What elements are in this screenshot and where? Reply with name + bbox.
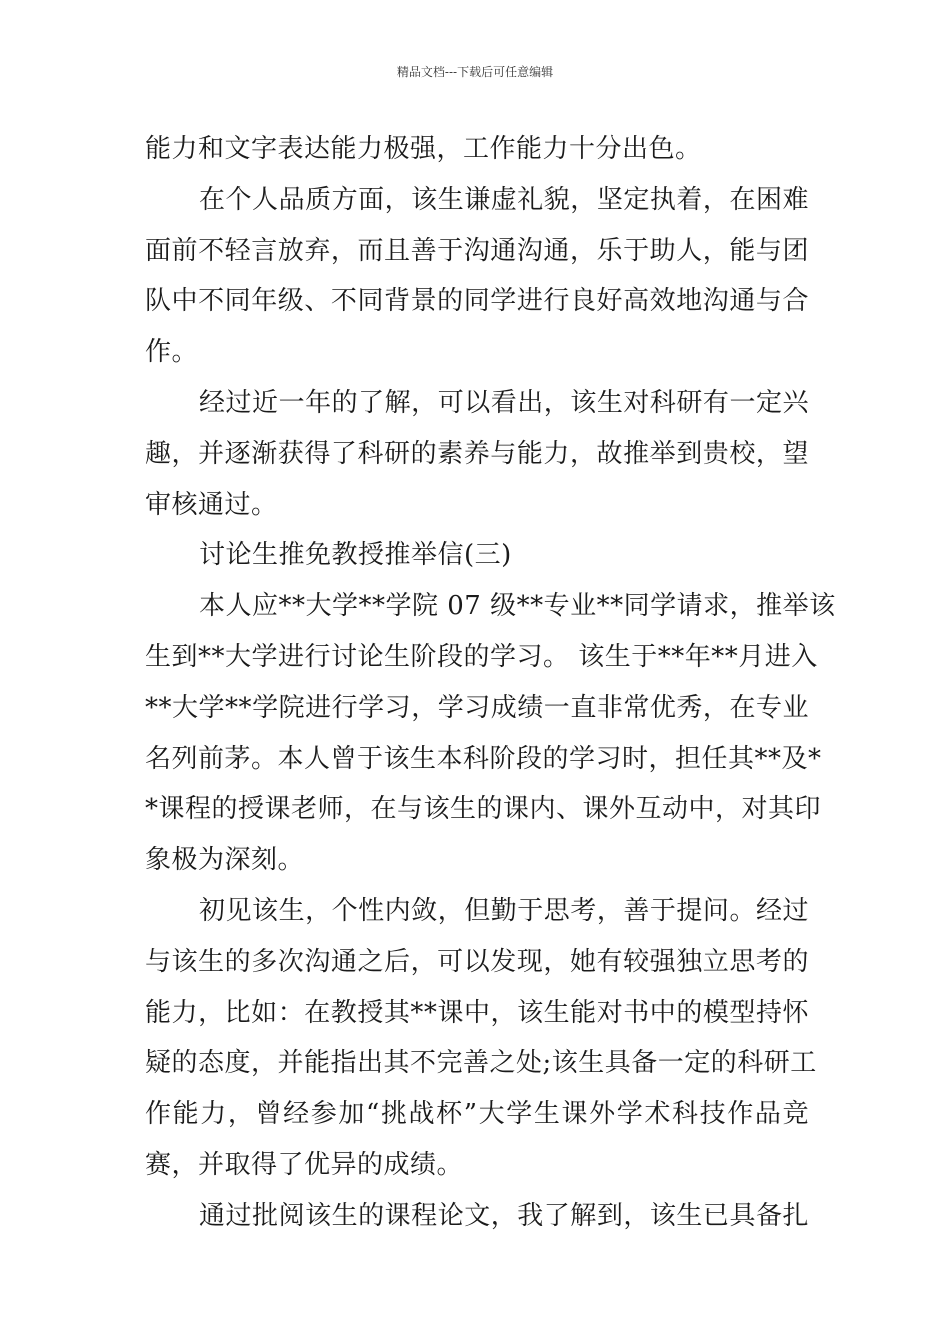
text-line: 象极为深刻。	[145, 845, 305, 876]
text-line: 赛，并取得了优异的成绩。	[145, 1149, 464, 1180]
text-line: *课程的授课老师，在与该生的课内、课外互动中，对其印	[145, 794, 822, 825]
text-line: 能力，比如：在教授其**课中，该生能对书中的模型持怀	[145, 997, 809, 1028]
text-line: 在个人品质方面，该生谦虚礼貌，坚定执着，在困难	[199, 184, 809, 215]
text-line: 生到**大学进行讨论生阶段的学习。 该生于**年**月进入	[145, 641, 818, 672]
text-line: 与该生的多次沟通之后，可以发现，她有较强独立思考的	[145, 946, 809, 977]
text-line: 名列前茅。本人曾于该生本科阶段的学习时，担任其**及*	[145, 743, 822, 774]
text-line: 能力和文字表达能力极强，工作能力十分出色。	[145, 134, 702, 164]
text-line: 作能力，曾经参加“挑战杯”大学生课外学术科技作品竞	[145, 1099, 809, 1130]
text-line: 作。	[145, 337, 199, 368]
text-line: 趣，并逐渐获得了科研的素养与能力，故推举到贵校，望	[145, 438, 809, 469]
page-header: 精品文档---下载后可任意编辑	[396, 65, 554, 79]
text-line: 面前不轻言放弃，而且善于沟通沟通，乐于助人，能与团	[145, 235, 809, 266]
text-line: 经过近一年的了解，可以看出，该生对科研有一定兴	[199, 387, 809, 418]
letter-body	[145, 124, 836, 1242]
text-line: 本人应**大学**学院 07 级**专业**同学请求，推举该	[199, 591, 836, 622]
text-line: 队中不同年级、不同背景的同学进行良好高效地沟通与合	[145, 286, 809, 317]
text-line: **大学**学院进行学习，学习成绩一直非常优秀，在专业	[145, 692, 809, 723]
text-line: 初见该生，个性内敛，但勤于思考，善于提问。经过	[199, 895, 809, 926]
text-line: 审核通过。	[145, 489, 278, 520]
section-title: 讨论生推免教授推举信(三)	[199, 540, 512, 571]
text-line: 疑的态度，并能指出其不完善之处;该生具备一定的科研工	[145, 1048, 817, 1079]
text-line: 通过批阅该生的课程论文，我了解到，该生已具备扎	[199, 1200, 809, 1231]
